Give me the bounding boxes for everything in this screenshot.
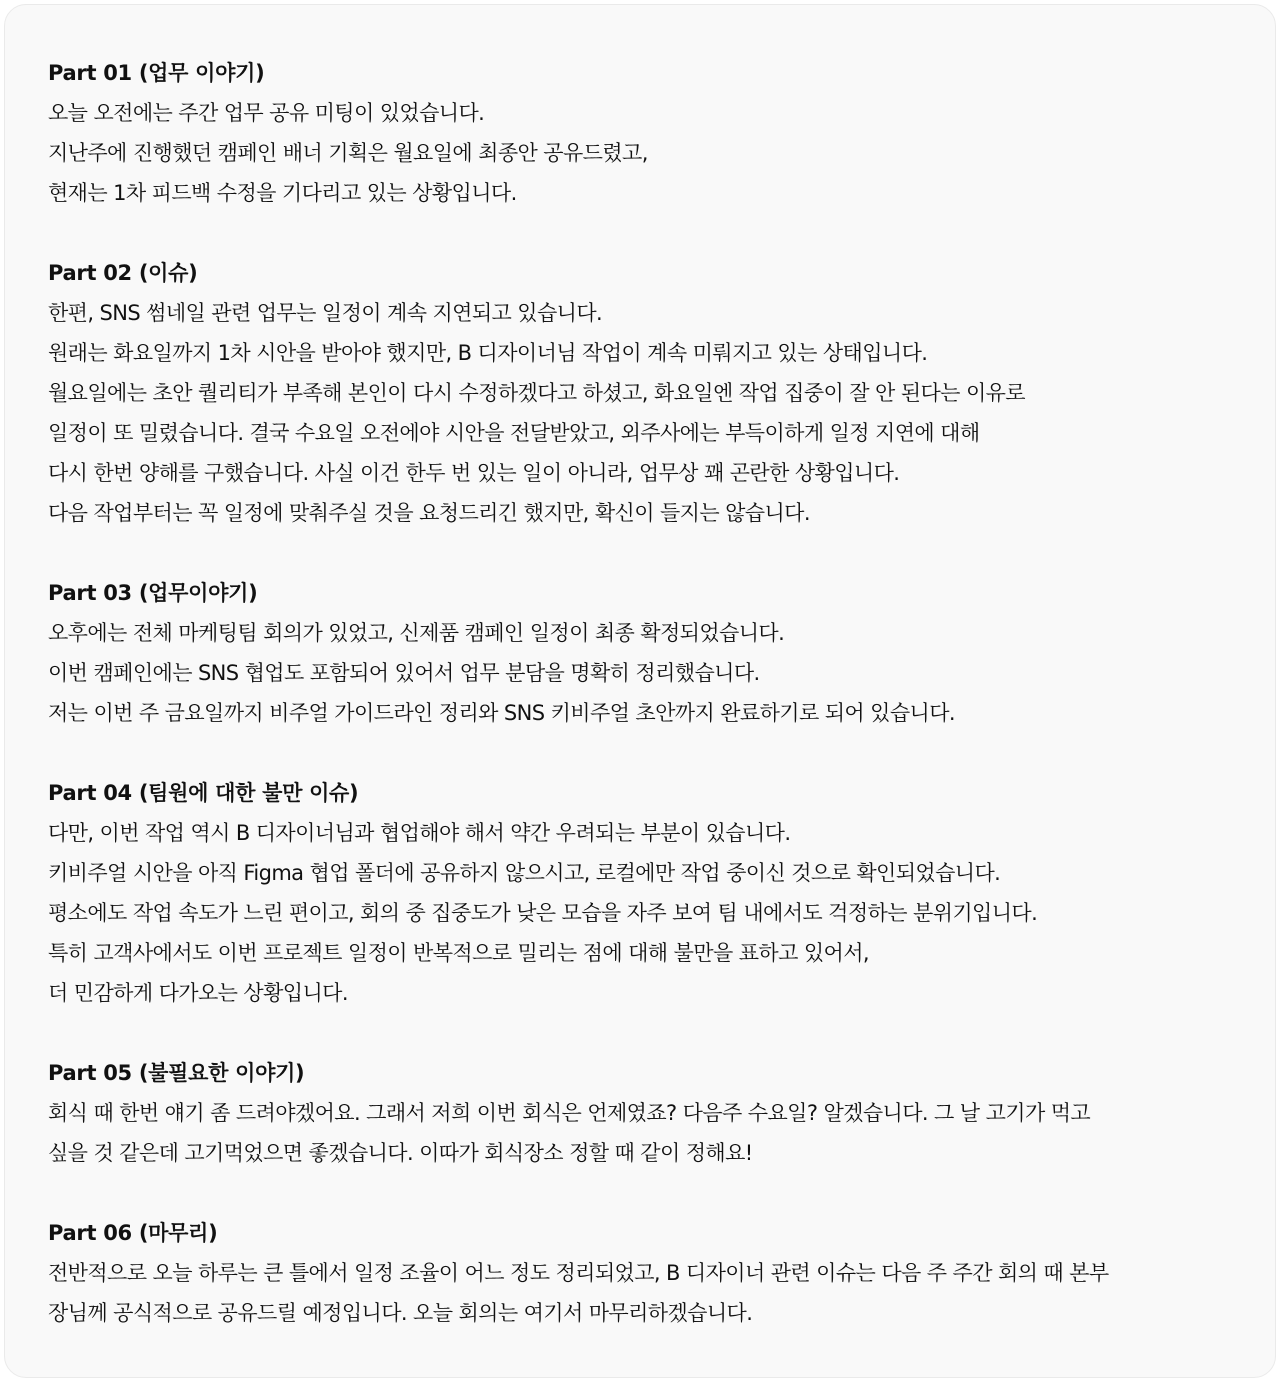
text-line: 평소에도 작업 속도가 느린 편이고, 회의 중 집중도가 낮은 모습을 자주 보여 팀 내에서도 걱정하는 분위기입니다. — [48, 901, 1038, 925]
text-line: 한편, SNS 썸네일 관련 업무는 일정이 계속 지연되고 있습니다. — [48, 301, 603, 325]
text-line: 저는 이번 주 금요일까지 비주얼 가이드라인 정리와 SNS 키비주얼 초안까지 완료하기로 되어 있습니다. — [48, 701, 955, 725]
section-title: Part 03 (업무이야기) — [48, 581, 258, 605]
text-line: 키비주얼 시안을 아직 Figma 협업 폴더에 공유하지 않으시고, 로컬에만 작업 중이신 것으로 확인되었습니다. — [48, 861, 1001, 885]
text-line: 전반적으로 오늘 하루는 큰 틀에서 일정 조율이 어느 정도 정리되었고, B 디자이너 관련 이슈는 다음 주 주간 회의 때 본부 — [48, 1261, 1109, 1285]
text-line: 월요일에는 초안 퀄리티가 부족해 본인이 다시 수정하겠다고 하셨고, 화요일엔 작업 집중이 잘 안 된다는 이유로 — [48, 381, 1025, 405]
section-part-05 — [48, 1053, 1235, 1173]
text-line: 특히 고객사에서도 이번 프로젝트 일정이 반복적으로 밀리는 점에 대해 불만을 표하고 있어서, — [48, 941, 869, 965]
meeting-notes-card — [4, 4, 1276, 1378]
text-line: 원래는 화요일까지 1차 시안을 받아야 했지만, B 디자이너님 작업이 계속 미뤄지고 있는 상태입니다. — [48, 341, 928, 365]
text-line: 다만, 이번 작업 역시 B 디자이너님과 협업해야 해서 약간 우려되는 부분이 있습니다. — [48, 821, 791, 845]
text-line: 더 민감하게 다가오는 상황입니다. — [48, 981, 348, 1005]
text-line: 회식 때 한번 얘기 좀 드려야겠어요. 그래서 저희 이번 회식은 언제였죠? 다음주 수요일? 알겠습니다. 그 날 고기가 먹고 — [48, 1101, 1091, 1125]
section-title: Part 02 (이슈) — [48, 261, 198, 285]
section-part-04 — [48, 773, 1235, 1013]
text-line: 지난주에 진행했던 캠페인 배너 기획은 월요일에 최종안 공유드렸고, — [48, 141, 648, 165]
text-line: 싶을 것 같은데 고기먹었으면 좋겠습니다. 이따가 회식장소 정할 때 같이 정해요! — [48, 1141, 753, 1165]
text-line: 다음 작업부터는 꼭 일정에 맞춰주실 것을 요청드리긴 했지만, 확신이 들지는 않습니다. — [48, 501, 810, 525]
section-part-03 — [48, 573, 1235, 733]
section-part-02 — [48, 253, 1235, 533]
section-title: Part 05 (불필요한 이야기) — [48, 1061, 305, 1085]
section-part-06 — [48, 1213, 1235, 1333]
section-title: Part 01 (업무 이야기) — [48, 61, 265, 85]
text-line: 이번 캠페인에는 SNS 협업도 포함되어 있어서 업무 분담을 명확히 정리했습니다. — [48, 661, 760, 685]
text-line: 오늘 오전에는 주간 업무 공유 미팅이 있었습니다. — [48, 101, 485, 125]
section-part-01 — [48, 53, 1235, 213]
text-line: 장님께 공식적으로 공유드릴 예정입니다. 오늘 회의는 여기서 마무리하겠습니다. — [48, 1301, 753, 1325]
section-title: Part 04 (팀원에 대한 불만 이슈) — [48, 781, 359, 805]
section-title: Part 06 (마무리) — [48, 1221, 218, 1245]
text-line: 현재는 1차 피드백 수정을 기다리고 있는 상황입니다. — [48, 181, 517, 205]
text-line: 일정이 또 밀렸습니다. 결국 수요일 오전에야 시안을 전달받았고, 외주사에는 부득이하게 일정 지연에 대해 — [48, 421, 980, 445]
text-line: 오후에는 전체 마케팅팀 회의가 있었고, 신제품 캠페인 일정이 최종 확정되었습니다. — [48, 621, 785, 645]
text-line: 다시 한번 양해를 구했습니다. 사실 이건 한두 번 있는 일이 아니라, 업무상 꽤 곤란한 상황입니다. — [48, 461, 900, 485]
